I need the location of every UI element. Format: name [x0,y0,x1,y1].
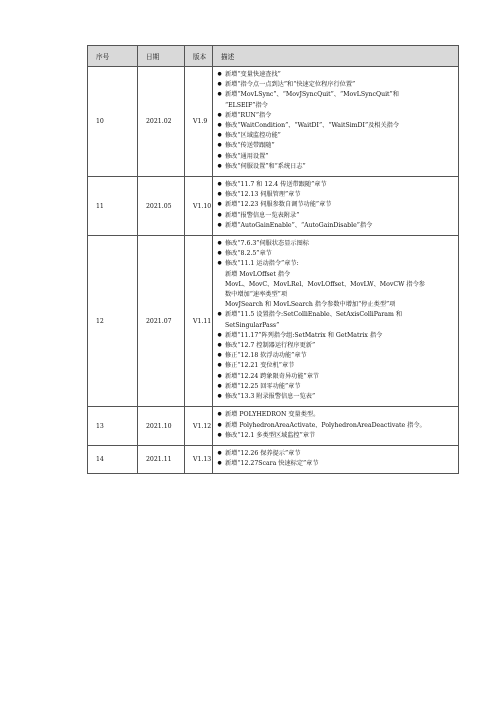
row-number-cell: 10 [88,67,138,177]
revision-history-table [87,45,459,474]
row-date-cell: 2021.10 [138,407,185,446]
change-item: ● 修改“12.7 控制器运行程序更新” [217,341,454,351]
change-item: ● 修改“伺服设置”和“系统日志” [217,162,454,172]
row-version-cell: V1.13 [185,445,213,473]
change-item: ● 修改“区域监控功能” [217,131,454,141]
row-number-cell: 13 [88,407,138,446]
row-description-cell [213,67,459,177]
change-item-continuation: 新增 MovLOffset 指令 [225,270,291,278]
change-item: ● 新增“MovLSync”、“MovJSyncQuit”、“MovLSyncQuit”和 [217,90,454,100]
header-description: 描述 [213,46,459,67]
change-item: ● 修改“11.7 和 12.4 传送带跟随”章节 [217,180,454,190]
change-list [217,70,454,172]
change-item: ● 修改“13.3 附录报警信息一览表” [217,392,454,402]
row-date-cell: 2021.07 [138,236,185,407]
row-description-cell [213,445,459,473]
header-number: 序号 [88,46,138,67]
change-item: ● 修改“通用设置” [217,152,454,162]
row-date-cell: 2021.05 [138,177,185,236]
change-item: ● 新增 POLYHEDRON 变量类型。 [217,410,454,420]
change-item: ● 修改“WaitCondition”、“WaitDI”、“WaitSimDI”及相关指令 [217,121,454,131]
change-item: ● 新增“AutoGainEnable”、“AutoGainDisable”指令 [217,221,454,231]
change-item: ● 修改“传送带跟随” [217,141,454,151]
row-version-cell: V1.12 [185,407,213,446]
table-row [88,407,459,446]
table-row [88,67,459,177]
change-item: ● 新增“指令点一点到达”和“快速定位程序行位置” [217,80,454,90]
row-description-cell [213,177,459,236]
change-item: ● 修正“12.18 软浮动功能”章节 [217,351,454,361]
table-header-row [88,46,459,67]
table-row [88,445,459,473]
row-version-cell: V1.10 [185,177,213,236]
row-description-cell [213,407,459,446]
row-number-cell: 12 [88,236,138,407]
change-item-continuation: SetSingularPass” [225,321,280,329]
change-list [217,180,454,231]
change-item: ● 修改“11.1 运动指令”章节: [217,259,454,269]
row-description-cell [213,236,459,407]
header-date: 日期 [138,46,185,67]
row-version-cell: V1.9 [185,67,213,177]
table-row [88,177,459,236]
change-item: ● 修改“8.2.5”章节 [217,249,454,259]
change-item-continuation: MovL、MovC、MovLRel、MovLOffset、MovLW、MovCW 指令参 [225,280,425,288]
change-item-continuation: MovJSearch 和 MovLSearch 指令参数中增加“停止类型”项 [225,301,396,309]
change-item: ● 新增“12.25 回零功能”章节 [217,382,454,392]
change-item-continuation: “ELSEIF”指令 [225,101,268,109]
change-item: ● 新增“12.24 跨象限奇异功能”章节 [217,372,454,382]
row-date-cell: 2021.11 [138,445,185,473]
change-list [217,410,454,441]
change-item: ● 新增“变量快速查找” [217,70,454,80]
change-item: ● 修正“12.21 变位机”章节 [217,361,454,371]
change-item: ● 修改“7.6.3”伺服状态显示图标 [217,239,454,249]
change-item: ● 新增“12.26 保养提示”章节 [217,449,454,459]
change-item: ● 新增“11.17”阵列指令组:SetMatrix 和 GetMatrix 指令 [217,331,454,341]
row-date-cell: 2021.02 [138,67,185,177]
change-item: ● 新增 PolyhedronAreaActivate、PolyhedronAreaDeactivate 指令。 [217,421,454,431]
change-item: ● 新增“12.27Scara 快速标定”章节 [217,459,454,469]
change-list [217,449,454,469]
change-list [217,239,454,402]
change-item: ● 新增“11.5 设置指令:SetColliEnable、SetAxisColliParam 和 [217,310,454,320]
change-item-continuation: 数中增加“速率类型”项 [225,291,288,299]
change-item: ● 新增“RUN”指令 [217,111,454,121]
row-number-cell: 14 [88,445,138,473]
change-item: ● 修改“12.13 伺服管理”章节 [217,190,454,200]
table-row [88,236,459,407]
row-number-cell: 11 [88,177,138,236]
row-version-cell: V1.11 [185,236,213,407]
change-item: ● 修改“12.1 多类型区域监控”章节 [217,431,454,441]
header-version: 版本 [185,46,213,67]
change-item: ● 新增“报警信息一览表附录” [217,211,454,221]
change-item: ● 新增“12.23 伺服参数自调节功能”章节 [217,200,454,210]
